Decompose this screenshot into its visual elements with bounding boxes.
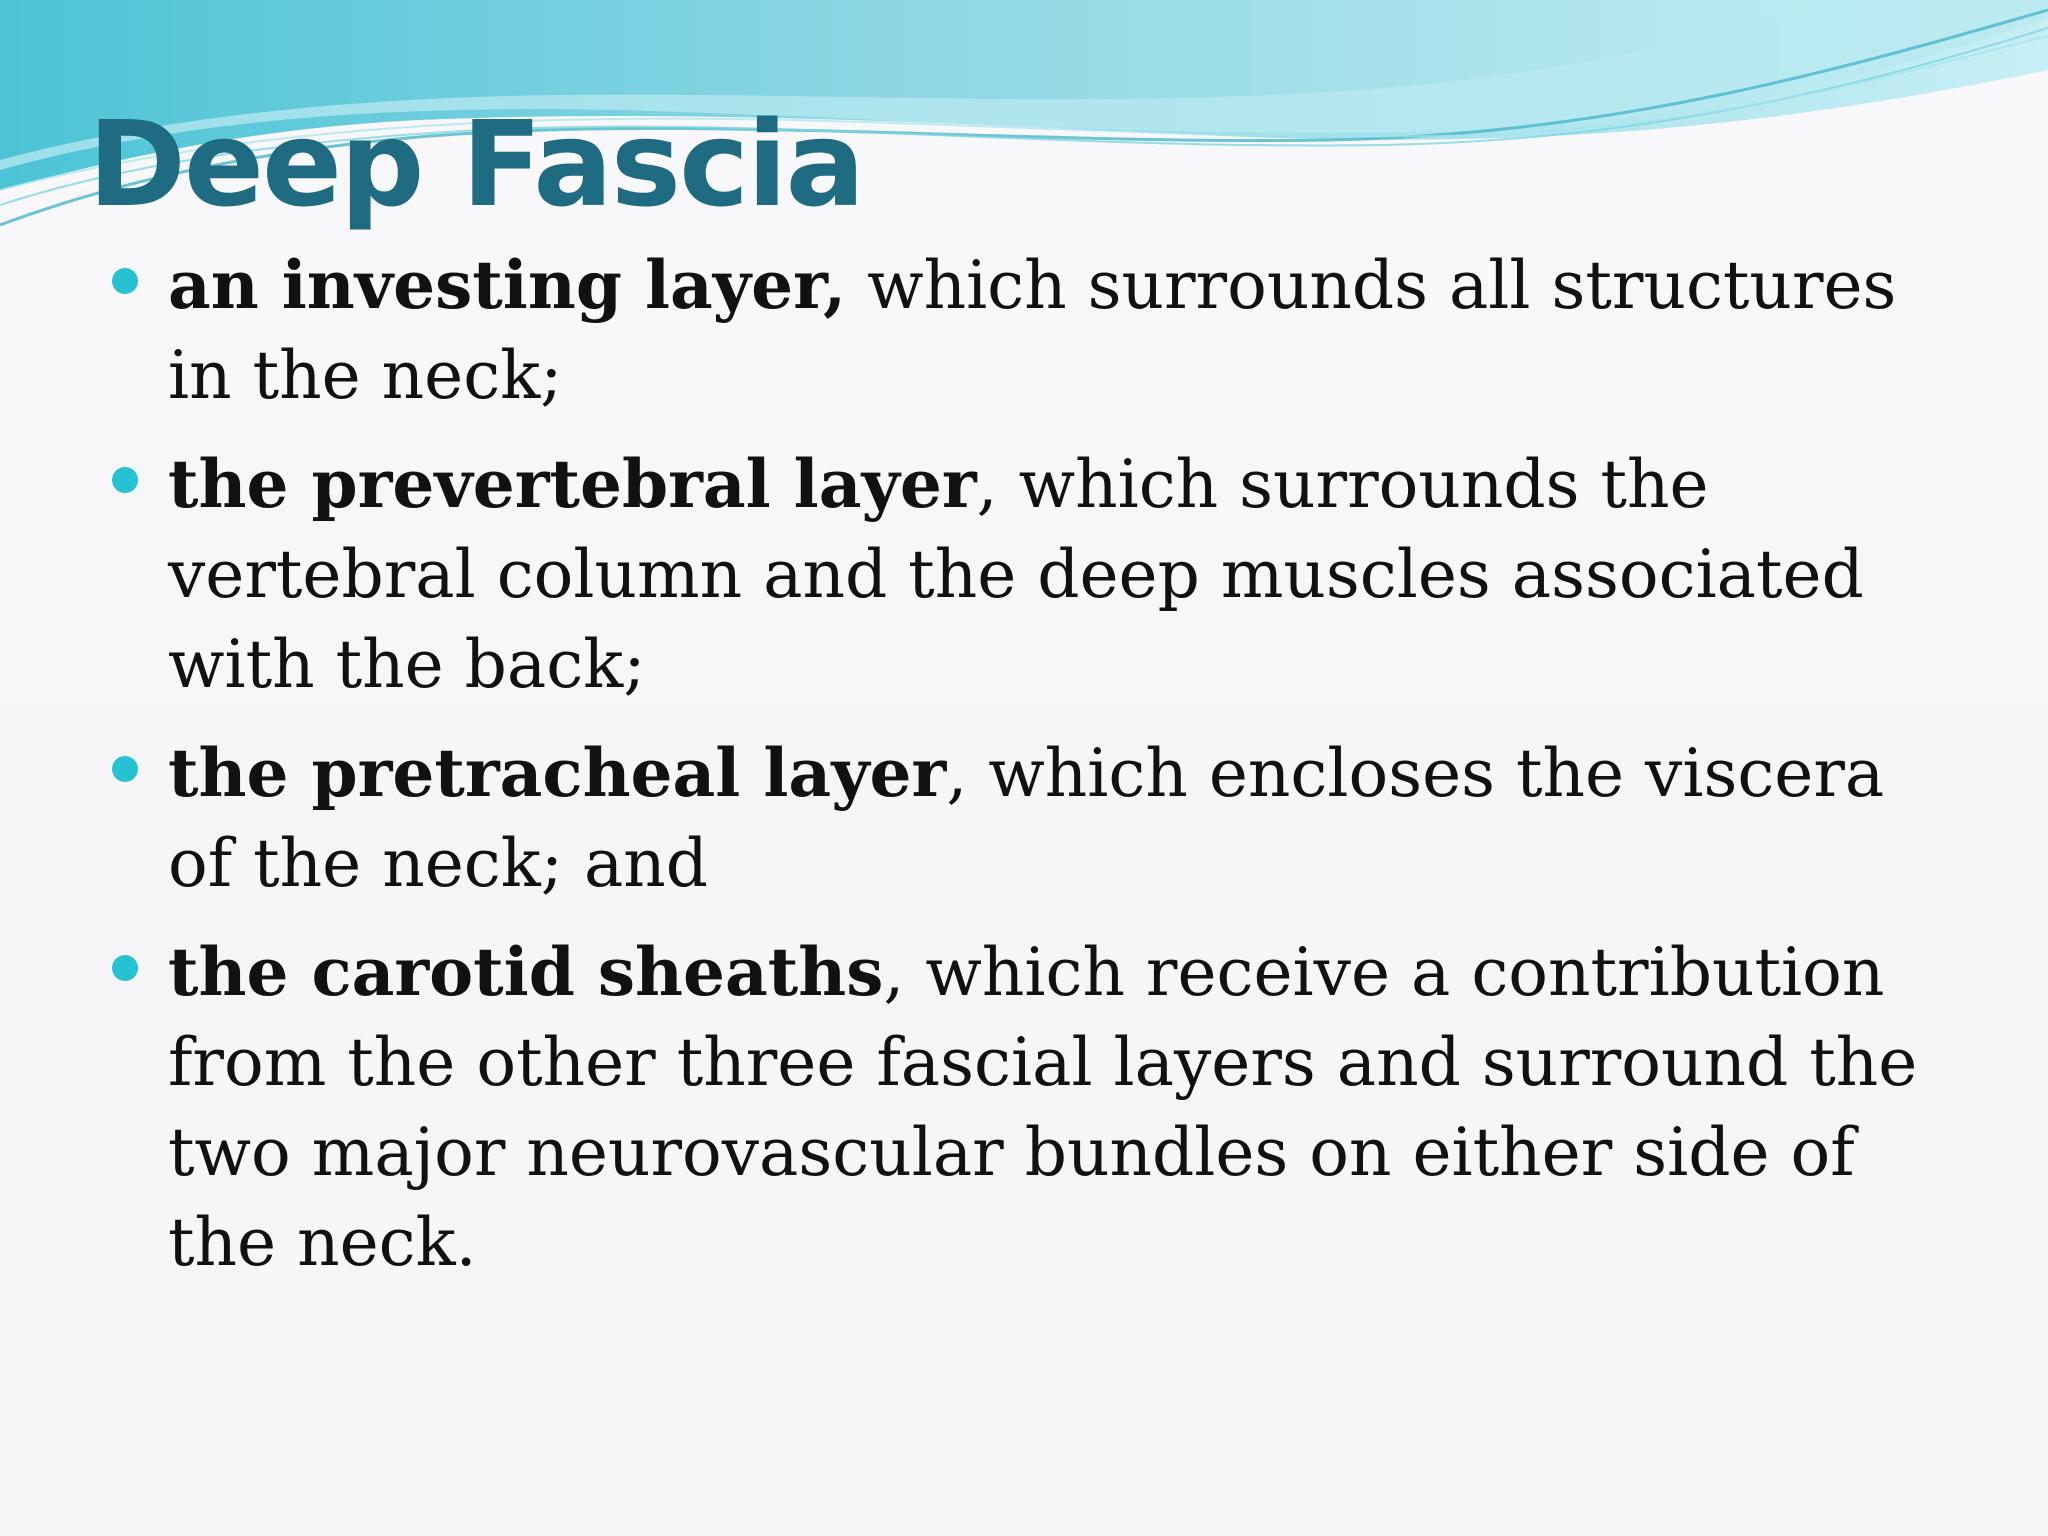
- bullet-item-pretracheal-layer: [168, 728, 1968, 909]
- bullet-item-carotid-sheaths: [168, 927, 1968, 1288]
- bullet-term: the pretracheal layer: [168, 734, 947, 812]
- bullet-icon: [112, 955, 138, 981]
- bullet-icon: [112, 467, 138, 493]
- bullet-description: which surrounds all structures in the neck;: [168, 247, 1897, 414]
- bullet-description: , which surrounds the vertebral column and the deep muscles associated with the back;: [168, 446, 1864, 703]
- bullet-description: , which receive a contribution from the other three fascial layers and surround the two major neurovascular bundles on either side of the neck.: [168, 934, 1918, 1281]
- bullet-term: the carotid sheaths: [168, 933, 884, 1011]
- bullet-term: the prevertebral layer: [168, 445, 977, 523]
- bullet-description: , which encloses the viscera of the neck; and: [168, 735, 1885, 902]
- bullet-list: [168, 240, 1968, 1306]
- slide-title: Deep Fascia: [88, 95, 864, 233]
- bullet-item-prevertebral-layer: [168, 439, 1968, 710]
- bullet-icon: [112, 268, 138, 294]
- bullet-term: an investing layer,: [168, 246, 847, 324]
- bullet-item-investing-layer: [168, 240, 1968, 421]
- bullet-icon: [112, 756, 138, 782]
